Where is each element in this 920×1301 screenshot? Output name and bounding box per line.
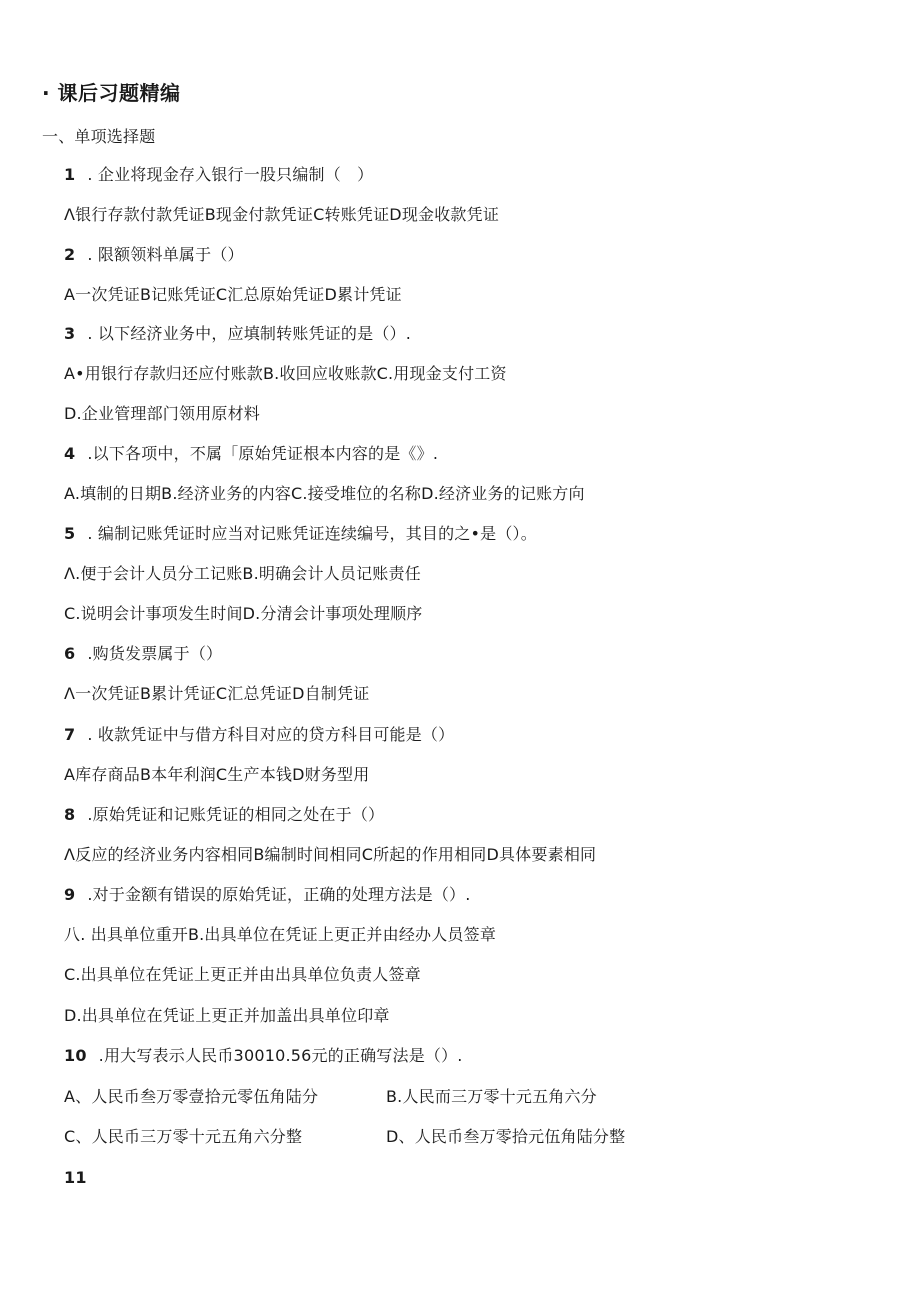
question-4-options: A.填制的日期B.经济业务的内容C.接受堆位的名称D.经济业务的记账方向 xyxy=(64,484,585,503)
question-10 xyxy=(64,1045,463,1067)
question-number: 1 xyxy=(64,165,76,184)
question-9-options-b: C.出具单位在凭证上更正并由出具单位负责人签章 xyxy=(64,965,421,984)
page-title: · 课后习题精编 xyxy=(42,81,181,105)
question-text: . 以下经济业务中，应填制转账凭证的是（）. xyxy=(87,324,412,343)
question-7 xyxy=(64,724,454,746)
question-5 xyxy=(64,523,537,545)
question-number: 4 xyxy=(64,444,76,463)
question-text: .对于金额有错误的原始凭证，正确的处理方法是（）. xyxy=(87,885,471,904)
question-6-options: Λ一次凭证B累计凭证C汇总凭证D自制凭证 xyxy=(64,684,370,703)
question-7-options: A库存商品B本年利润C生产本钱D财务型用 xyxy=(64,765,370,784)
question-10-option-d: D、人民币叁万零拾元伍角陆分整 xyxy=(386,1127,626,1146)
question-text: . 限额领料单属于（） xyxy=(87,245,244,264)
question-number: 2 xyxy=(64,245,76,264)
question-number: 3 xyxy=(64,324,76,343)
question-text: . 收款凭证中与借方科目对应的贷方科目可能是（） xyxy=(87,725,455,744)
question-number: 6 xyxy=(64,644,76,663)
question-3-options-b: D.企业管理部门领用原材料 xyxy=(64,404,261,423)
question-1-options: Λ银行存款付款凭证B现金付款凭证C转账凭证D现金收款凭证 xyxy=(64,205,500,224)
question-3-options-a: A•用银行存款归还应付账款B.收回应收账款C.用现金支付工资 xyxy=(64,364,507,383)
question-8-options: Λ反应的经济业务内容相同B编制时间相同C所起的作用相同D具体要素相同 xyxy=(64,845,597,864)
section-heading: 一、单项选择题 xyxy=(42,127,156,146)
question-9-options-a: 八. 出具单位重开B.出具单位在凭证上更正并由经办人员签章 xyxy=(64,925,497,944)
question-text: .用大写表示人民币30010.56元的正确写法是（）. xyxy=(98,1046,463,1065)
question-text: .原始凭证和记账凭证的相同之处在于（） xyxy=(87,805,385,824)
question-text: . 企业将现金存入银行一股只编制（ ） xyxy=(87,165,374,184)
question-9-options-c: D.出具单位在凭证上更正并加盖出具单位印章 xyxy=(64,1006,390,1025)
question-8 xyxy=(64,804,384,826)
question-text: . 编制记账凭证时应当对记账凭证连续编号，其目的之•是（）。 xyxy=(87,524,537,543)
question-number: 9 xyxy=(64,885,76,904)
question-5-options-a: Λ.便于会计人员分工记账B.明确会计人员记账责任 xyxy=(64,564,421,583)
question-number: 7 xyxy=(64,725,76,744)
question-text: .购货发票属于（） xyxy=(87,644,223,663)
question-5-options-b: C.说明会计事项发生时间D.分清会计事项处理顺序 xyxy=(64,604,423,623)
question-2 xyxy=(64,244,244,266)
question-10-option-a: A、人民币叁万零壹拾元零伍角陆分 xyxy=(64,1087,319,1106)
question-number: 8 xyxy=(64,805,76,824)
question-3 xyxy=(64,323,411,345)
question-4 xyxy=(64,443,438,465)
question-text: .以下各项中，不属「原始凭证根本内容的是《》. xyxy=(87,444,439,463)
question-11 xyxy=(64,1167,99,1189)
question-number: 5 xyxy=(64,524,76,543)
question-10-option-c: C、人民币三万零十元五角六分整 xyxy=(64,1127,303,1146)
question-9 xyxy=(64,884,471,906)
question-number: 10 xyxy=(64,1046,87,1065)
question-1 xyxy=(64,164,373,186)
question-10-option-b: B.人民而三万零十元五角六分 xyxy=(386,1087,597,1106)
question-2-options: A一次凭证B记账凭证C汇总原始凭证D累计凭证 xyxy=(64,285,402,304)
question-6 xyxy=(64,643,222,665)
question-number: 11 xyxy=(64,1168,87,1187)
